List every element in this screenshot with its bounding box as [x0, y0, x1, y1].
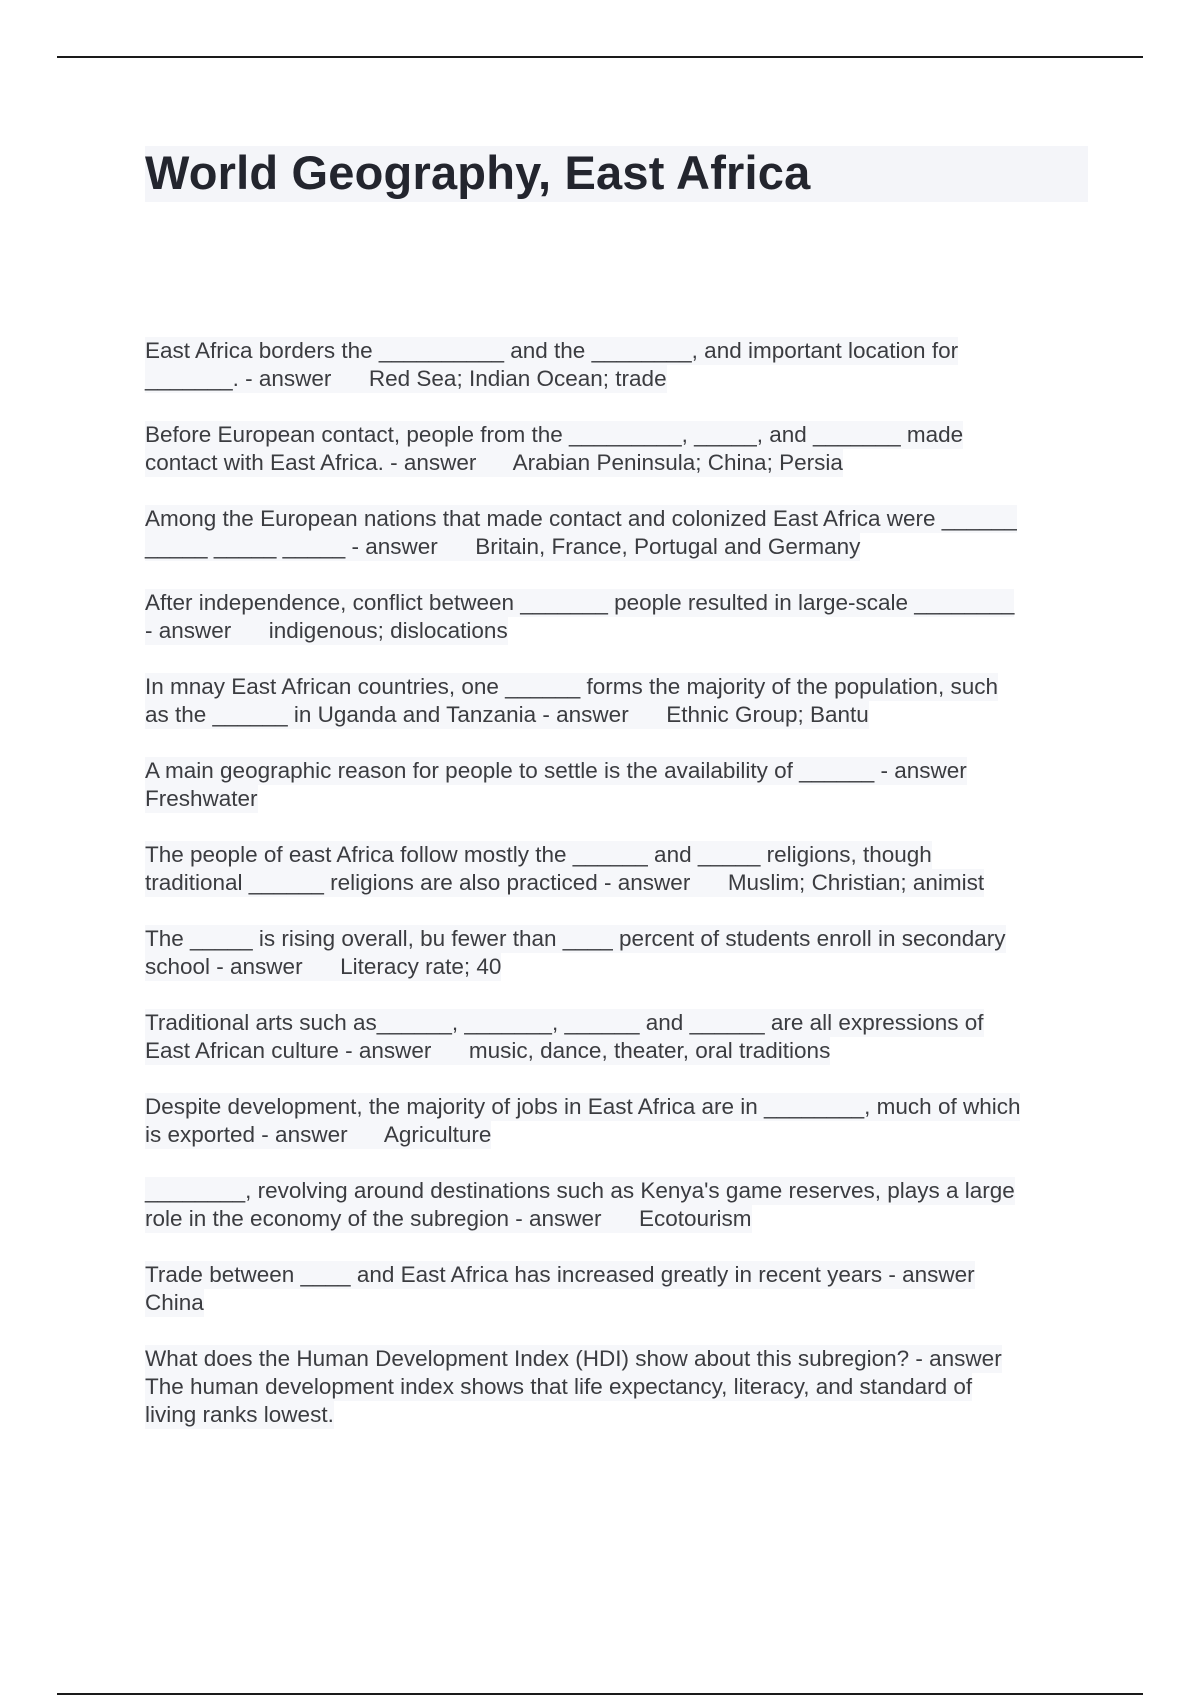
- page-bottom-rule: [57, 1693, 1143, 1695]
- qa-line: Before European contact, people from the _________, _____, and _______ made: [145, 422, 964, 447]
- qa-item: [145, 1261, 1095, 1317]
- qa-line: In mnay East African countries, one ______ forms the majority of the population, such: [145, 674, 998, 699]
- qa-line: After independence, conflict between _______ people resulted in large-scale ________: [145, 590, 1015, 615]
- qa-item: [145, 757, 1095, 813]
- qa-item: [145, 1345, 1095, 1429]
- qa-line: Traditional arts such as______, _______, ______ and ______ are all expressions of: [145, 1010, 984, 1035]
- qa-line: China: [145, 1290, 204, 1315]
- qa-item: [145, 421, 1095, 477]
- qa-line: Freshwater: [145, 786, 258, 811]
- qa-line: school - answer Literacy rate; 40: [145, 954, 502, 979]
- qa-item: [145, 841, 1095, 897]
- qa-item: [145, 1009, 1095, 1065]
- qa-line: East Africa borders the __________ and the ________, and important location for: [145, 338, 959, 363]
- qa-line: The _____ is rising overall, bu fewer than ____ percent of students enroll in secondary: [145, 926, 1006, 951]
- qa-line: _____ _____ _____ - answer Britain, France, Portugal and Germany: [145, 534, 861, 559]
- qa-item: [145, 1093, 1095, 1149]
- qa-line: East African culture - answer music, dance, theater, oral traditions: [145, 1038, 831, 1063]
- question-answer-list: [145, 337, 1095, 1457]
- qa-line: traditional ______ religions are also practiced - answer Muslim; Christian; animist: [145, 870, 985, 895]
- qa-line: Trade between ____ and East Africa has increased greatly in recent years - answer: [145, 1262, 975, 1287]
- qa-item: [145, 505, 1095, 561]
- qa-line: living ranks lowest.: [145, 1402, 334, 1427]
- qa-line: Despite development, the majority of jobs in East Africa are in ________, much of which: [145, 1094, 1021, 1119]
- page-top-rule: [57, 56, 1143, 58]
- qa-line: A main geographic reason for people to settle is the availability of ______ - answer: [145, 758, 967, 783]
- qa-line: The people of east Africa follow mostly the ______ and _____ religions, though: [145, 842, 932, 867]
- qa-line: ________, revolving around destinations such as Kenya's game reserves, plays a large: [145, 1178, 1015, 1203]
- qa-item: [145, 925, 1095, 981]
- qa-line: is exported - answer Agriculture: [145, 1122, 492, 1147]
- qa-item: [145, 1177, 1095, 1233]
- qa-item: [145, 337, 1095, 393]
- qa-line: role in the economy of the subregion - answer Ecotourism: [145, 1206, 752, 1231]
- qa-line: as the ______ in Uganda and Tanzania - answer Ethnic Group; Bantu: [145, 702, 869, 727]
- qa-line: contact with East Africa. - answer Arabian Peninsula; China; Persia: [145, 450, 843, 475]
- qa-line: - answer indigenous; dislocations: [145, 618, 508, 643]
- qa-line: What does the Human Development Index (HDI) show about this subregion? - answer: [145, 1346, 1002, 1371]
- qa-line: Among the European nations that made contact and colonized East Africa were ______: [145, 506, 1017, 531]
- qa-item: [145, 589, 1095, 645]
- qa-item: [145, 673, 1095, 729]
- qa-line: The human development index shows that life expectancy, literacy, and standard of: [145, 1374, 973, 1399]
- qa-line: _______. - answer Red Sea; Indian Ocean; trade: [145, 366, 667, 391]
- document-title: World Geography, East Africa: [145, 146, 811, 199]
